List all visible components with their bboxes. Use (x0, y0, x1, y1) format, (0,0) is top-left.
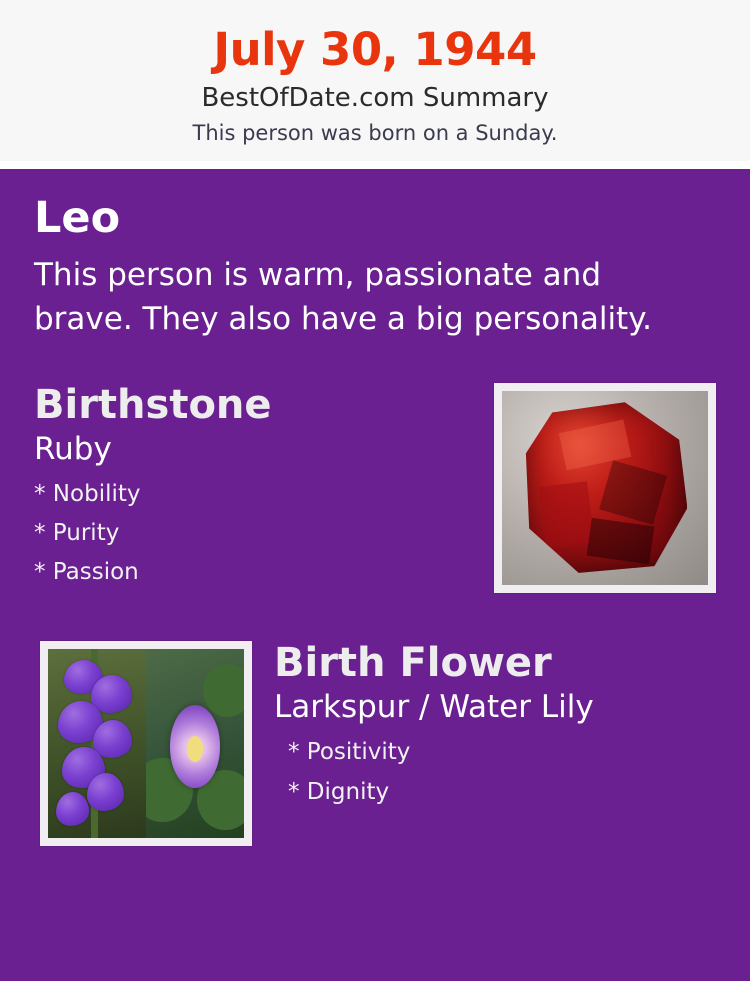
header (0, 0, 750, 161)
water-lily-center (187, 736, 203, 762)
birth-flower-heading: Birth Flower (274, 639, 552, 686)
ruby-shape (523, 402, 688, 573)
birthstone-section (34, 383, 716, 603)
birth-flower-image-frame (40, 641, 252, 846)
ruby-facet (539, 481, 596, 548)
larkspur-petal (87, 773, 124, 811)
zodiac-section (34, 195, 716, 340)
ruby-facet (586, 518, 653, 564)
birthstone-name: Ruby (34, 430, 112, 467)
birthstone-image-frame (494, 383, 716, 593)
birth-flower-text-block (274, 641, 716, 805)
birth-flower-section (34, 641, 716, 851)
details-panel (0, 169, 750, 981)
zodiac-sign-name: Leo (34, 193, 121, 244)
lily-pad (203, 664, 244, 717)
birth-flower-trait: * Dignity (288, 778, 390, 805)
water-lily-photo (146, 649, 244, 838)
birthstone-trait: * Nobility (34, 480, 141, 507)
zodiac-description: This person is warm, passionate and brave. They also have a big personality. (34, 256, 652, 337)
birth-flower-name: Larkspur / Water Lily (274, 688, 594, 725)
header-divider (0, 161, 750, 169)
larkspur-photo (48, 649, 146, 838)
page-title: July 30, 1944 (213, 23, 537, 76)
birth-day-text: This person was born on a Sunday. (192, 121, 558, 146)
ruby-facet (599, 460, 667, 525)
birthstone-heading: Birthstone (34, 381, 272, 428)
larkspur-petal (93, 720, 132, 758)
birthstone-text-block (34, 383, 464, 585)
birth-flower-image (48, 649, 244, 838)
ruby-gemstone-image (502, 391, 708, 585)
larkspur-petal (56, 792, 89, 826)
birth-flower-trait: * Positivity (288, 738, 411, 765)
birthstone-trait: * Purity (34, 519, 120, 546)
birthstone-trait: * Passion (34, 558, 139, 585)
site-summary-label: BestOfDate.com Summary (201, 83, 549, 114)
larkspur-petal (91, 675, 132, 713)
